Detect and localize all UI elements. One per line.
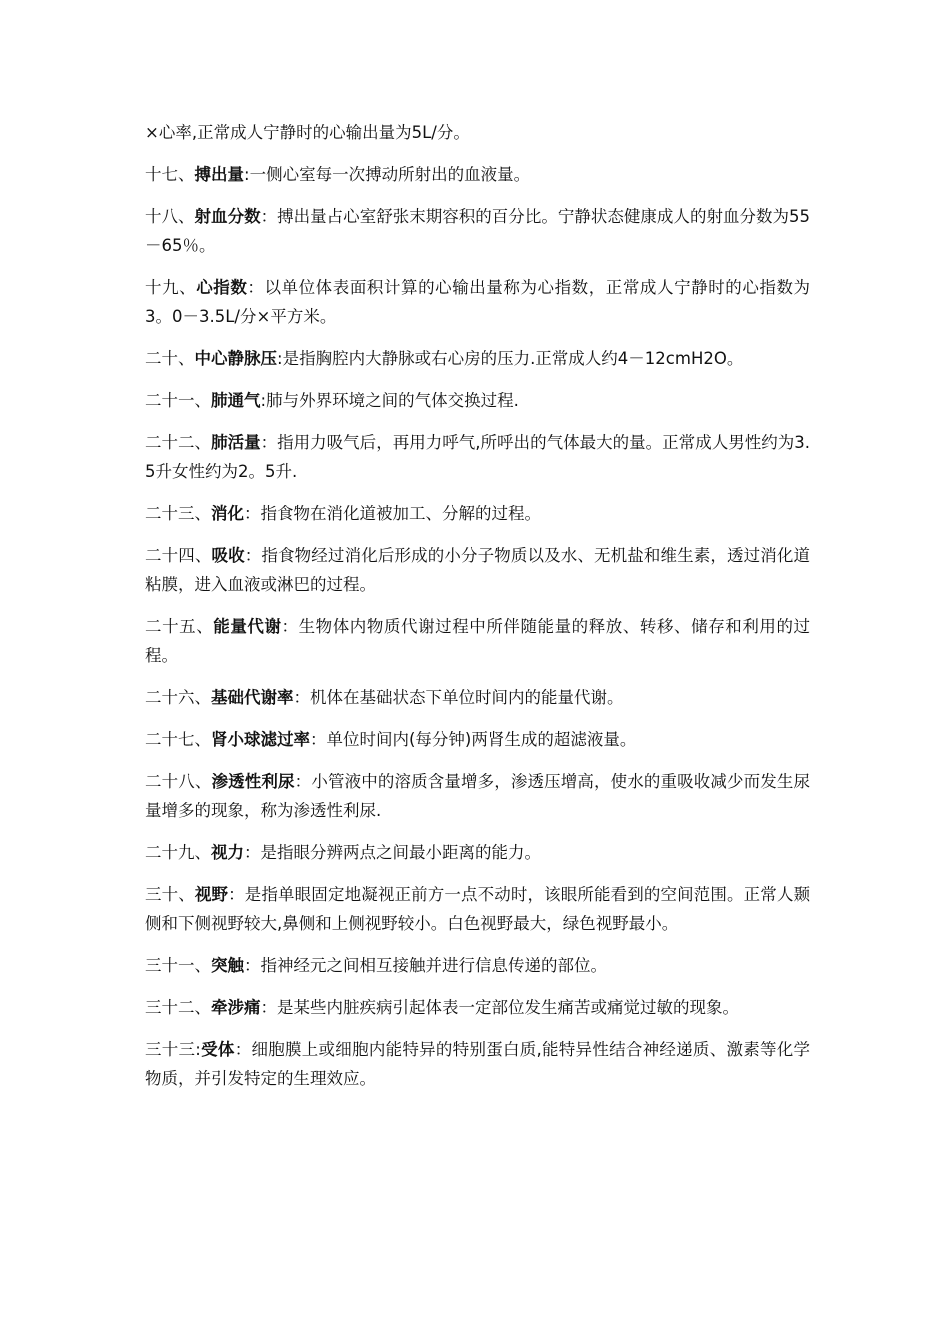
- item-term: 吸收: [211, 546, 245, 565]
- definition-item: [145, 499, 810, 528]
- item-definition: 是指胸腔内大静脉或右心房的压力.正常成人约4－12cmH2O。: [282, 349, 744, 368]
- item-definition: 一侧心室每一次搏动所射出的血液量。: [249, 165, 531, 184]
- item-definition: 是指单眼固定地凝视正前方一点不动时，该眼所能看到的空间范围。正常人颞侧和下侧视野较大,鼻侧和上侧视野较小。白色视野最大，绿色视野最小。: [145, 885, 811, 933]
- item-separator: ：: [234, 1040, 252, 1059]
- definition-item: [145, 993, 810, 1022]
- item-separator: ：: [260, 998, 277, 1017]
- item-separator: ：: [260, 207, 278, 226]
- item-number: 二十七、: [145, 730, 211, 749]
- item-term: 肺通气: [211, 391, 261, 410]
- definition-item: [145, 428, 810, 486]
- item-definition: 小管液中的溶质含量增多，渗透压增高，使水的重吸收减少而发生尿量增多的现象，称为渗透性利尿.: [145, 772, 811, 820]
- item-term: 视力: [211, 843, 244, 862]
- item-term: 消化: [211, 504, 244, 523]
- item-number: 二十一、: [145, 391, 211, 410]
- item-separator: ：: [310, 730, 327, 749]
- item-separator: :: [244, 165, 250, 184]
- item-separator: :: [260, 391, 267, 410]
- definition-item: [145, 880, 810, 938]
- definition-item: [145, 344, 810, 373]
- item-number: 三十、: [145, 885, 195, 904]
- item-term: 突触: [211, 956, 244, 975]
- item-number: 二十、: [145, 349, 195, 368]
- item-number: 二十九、: [145, 843, 211, 862]
- item-definition: 生物体内物质代谢过程中所伴随能量的释放、转移、储存和利用的过程。: [145, 617, 811, 665]
- item-separator: ：: [244, 843, 261, 862]
- paragraph-continuation: [145, 118, 810, 147]
- item-number: 三十二、: [145, 998, 211, 1017]
- item-separator: ：: [293, 688, 310, 707]
- item-term: 基础代谢率: [211, 688, 294, 707]
- item-separator: ：: [294, 772, 312, 791]
- item-definition: 指用力吸气后，再用力呼气,所呼出的气体最大的量。正常成人男性约为3.5升女性约为2。5升.: [145, 433, 811, 481]
- item-term: 中心静脉压: [194, 349, 277, 368]
- item-term: 牵涉痛: [211, 998, 261, 1017]
- item-definition: 机体在基础状态下单位时间内的能量代谢。: [310, 688, 624, 707]
- item-separator: ：: [260, 433, 278, 452]
- item-term: 视野: [194, 885, 229, 904]
- item-separator: ：: [244, 956, 261, 975]
- item-term: 心指数: [196, 278, 248, 297]
- definition-item: [145, 386, 810, 415]
- item-definition: 肺与外界环境之间的气体交换过程.: [266, 391, 519, 410]
- item-number: 十九、: [145, 278, 197, 297]
- definition-item: [145, 767, 810, 825]
- document-page: [145, 118, 810, 1106]
- item-number: 二十三、: [145, 504, 211, 523]
- item-number: 二十五、: [145, 617, 214, 636]
- item-definition: 是某些内脏疾病引起体表一定部位发生痛苦或痛觉过敏的现象。: [277, 998, 739, 1017]
- item-definition: 指食物经过消化后形成的小分子物质以及水、无机盐和维生素，透过消化道粘膜，进入血液或淋巴的过程。: [145, 546, 811, 594]
- definition-item: [145, 202, 810, 260]
- definition-item: [145, 725, 810, 754]
- definition-item: [145, 1035, 810, 1093]
- item-term: 射血分数: [194, 207, 261, 226]
- item-number: 二十八、: [145, 772, 212, 791]
- item-number: 二十二、: [145, 433, 212, 452]
- item-separator: ：: [281, 617, 299, 636]
- item-separator: ：: [228, 885, 245, 904]
- item-definition: 是指眼分辨两点之间最小距离的能力。: [260, 843, 541, 862]
- item-definition: 单位时间内(每分钟)两肾生成的超滤液量。: [326, 730, 637, 749]
- item-definition: 细胞膜上或细胞内能特异的特别蛋白质,能特异性结合神经递质、激素等化学物质，并引发特定的生理效应。: [145, 1040, 811, 1088]
- item-separator: ：: [247, 278, 265, 297]
- item-term: 肺活量: [211, 433, 261, 452]
- item-term: 受体: [200, 1040, 235, 1059]
- definition-item: [145, 160, 810, 189]
- item-term: 肾小球滤过率: [211, 730, 310, 749]
- definition-item: [145, 273, 810, 331]
- definition-item: [145, 838, 810, 867]
- item-definition: 搏出量占心室舒张末期容积的百分比。宁静状态健康成人的射血分数为55－65％。: [145, 207, 811, 255]
- item-separator: ：: [244, 546, 262, 565]
- item-separator: ：: [244, 504, 261, 523]
- definition-item: [145, 951, 810, 980]
- item-term: 搏出量: [194, 165, 244, 184]
- item-number: 二十四、: [145, 546, 212, 565]
- item-number: 十七、: [145, 165, 195, 184]
- item-term: 能量代谢: [213, 617, 282, 636]
- item-number: 十八、: [145, 207, 195, 226]
- definition-item: [145, 541, 810, 599]
- definition-item: [145, 612, 810, 670]
- item-definition: 以单位体表面积计算的心输出量称为心指数，正常成人宁静时的心指数为3。0－3.5L/分×平方米。: [145, 278, 811, 326]
- definition-item: [145, 683, 810, 712]
- item-number: 三十一、: [145, 956, 211, 975]
- item-term: 渗透性利尿: [211, 772, 295, 791]
- item-separator: :: [277, 349, 283, 368]
- item-number: 三十三:: [145, 1040, 201, 1059]
- item-definition: 指食物在消化道被加工、分解的过程。: [260, 504, 541, 523]
- item-number: 二十六、: [145, 688, 211, 707]
- item-definition: 指神经元之间相互接触并进行信息传递的部位。: [260, 956, 607, 975]
- item-definition: ×心率,正常成人宁静时的心输出量为5L/分。: [145, 123, 470, 142]
